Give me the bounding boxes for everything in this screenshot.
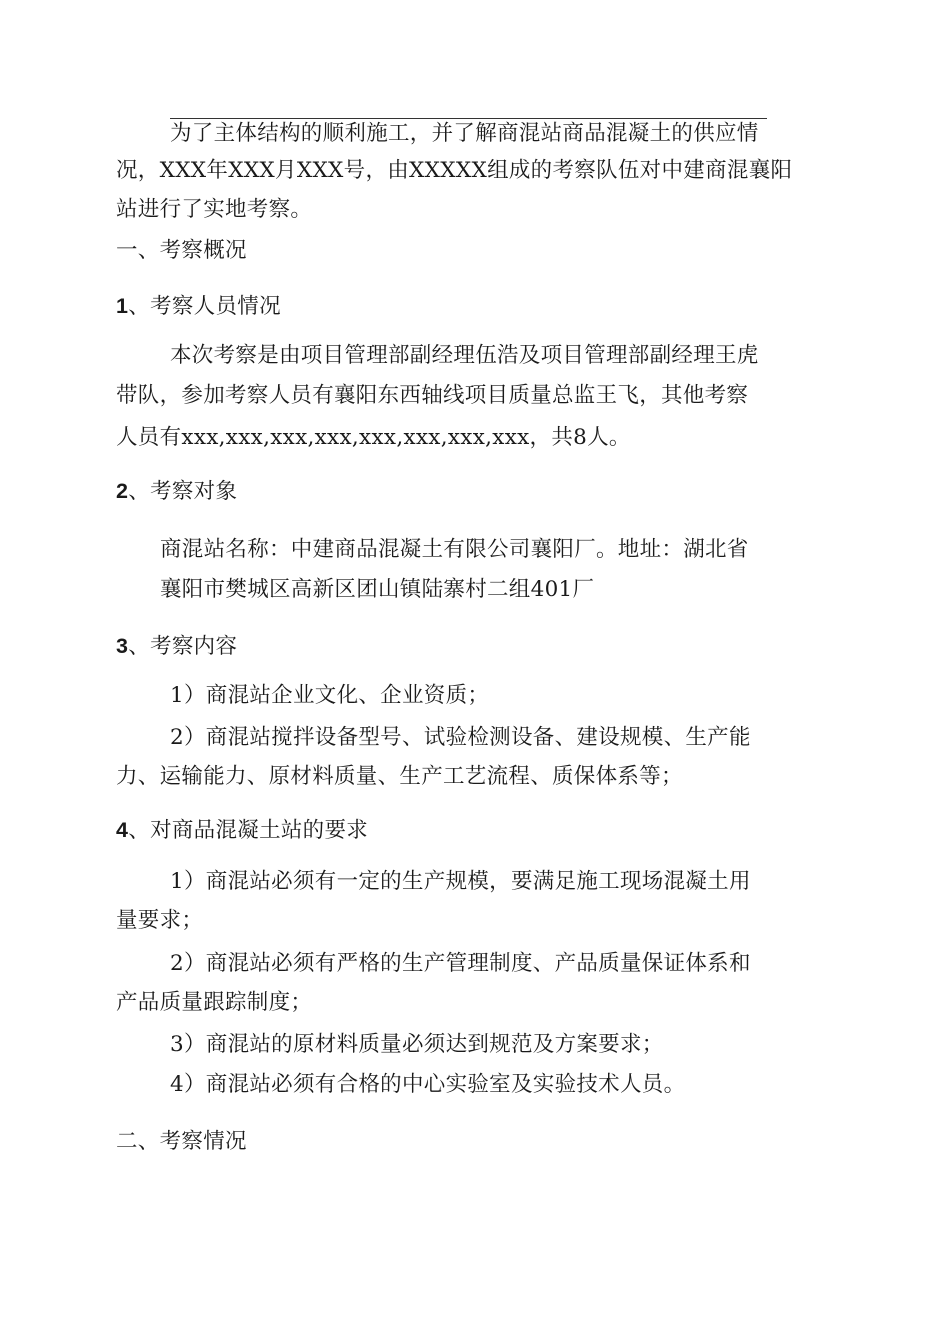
sub1-heading <box>116 292 281 321</box>
sub2-heading <box>116 477 237 506</box>
sub2-title: 、考察对象 <box>128 479 238 504</box>
sub4-item-1-line-2: 量要求； <box>116 908 204 933</box>
sub1-line-3: 人员有xxx,xxx,xxx,xxx,xxx,xxx,xxx,xxx，共8人。 <box>116 425 631 450</box>
section2-heading: 二、考察情况 <box>116 1129 247 1154</box>
sub2-number: 2 <box>116 479 129 503</box>
sub2-line-1: 商混站名称：中建商品混凝土有限公司襄阳厂。地址：湖北省 <box>160 537 749 562</box>
sub4-title: 、对商品混凝土站的要求 <box>128 818 369 843</box>
sub4-number: 4 <box>116 818 129 842</box>
sub4-item-2-line-2: 产品质量跟踪制度； <box>116 990 313 1015</box>
sub4-item-3: 3）商混站的原材料质量必须达到规范及方案要求； <box>170 1032 664 1057</box>
header-rule <box>170 118 767 119</box>
sub1-line-1: 本次考察是由项目管理部副经理伍浩及项目管理部副经理王虎 <box>170 343 759 368</box>
sub3-title: 、考察内容 <box>128 634 238 659</box>
sub4-item-1-line-1: 1）商混站必须有一定的生产规模，要满足施工现场混凝土用 <box>170 869 751 894</box>
sub1-number: 1 <box>116 294 129 318</box>
sub3-item-1: 1）商混站企业文化、企业资质； <box>170 683 490 708</box>
sub1-line-2: 带队，参加考察人员有襄阳东西轴线项目质量总监王飞，其他考察 <box>116 383 749 408</box>
sub4-heading <box>116 816 368 845</box>
sub4-item-2-line-1: 2）商混站必须有严格的生产管理制度、产品质量保证体系和 <box>170 951 751 976</box>
sub1-title: 、考察人员情况 <box>128 294 281 319</box>
intro-line-2: 况，XXX年XXX月XXX号，由XXXXX组成的考察队伍对中建商混襄阳 <box>116 158 793 183</box>
sub3-number: 3 <box>116 634 129 658</box>
sub3-item-2-line-1: 2）商混站搅拌设备型号、试验检测设备、建设规模、生产能 <box>170 725 751 750</box>
sub4-item-4: 4）商混站必须有合格的中心实验室及实验技术人员。 <box>170 1072 686 1097</box>
sub2-line-2: 襄阳市樊城区高新区团山镇陆寨村二组401厂 <box>160 577 595 602</box>
sub3-item-2-line-2: 力、运输能力、原材料质量、生产工艺流程、质保体系等； <box>116 764 683 789</box>
section1-heading: 一、考察概况 <box>116 238 247 263</box>
intro-line-1: 为了主体结构的顺利施工，并了解商混站商品混凝土的供应情 <box>170 121 759 146</box>
intro-line-3: 站进行了实地考察。 <box>116 197 313 222</box>
sub3-heading <box>116 632 237 661</box>
